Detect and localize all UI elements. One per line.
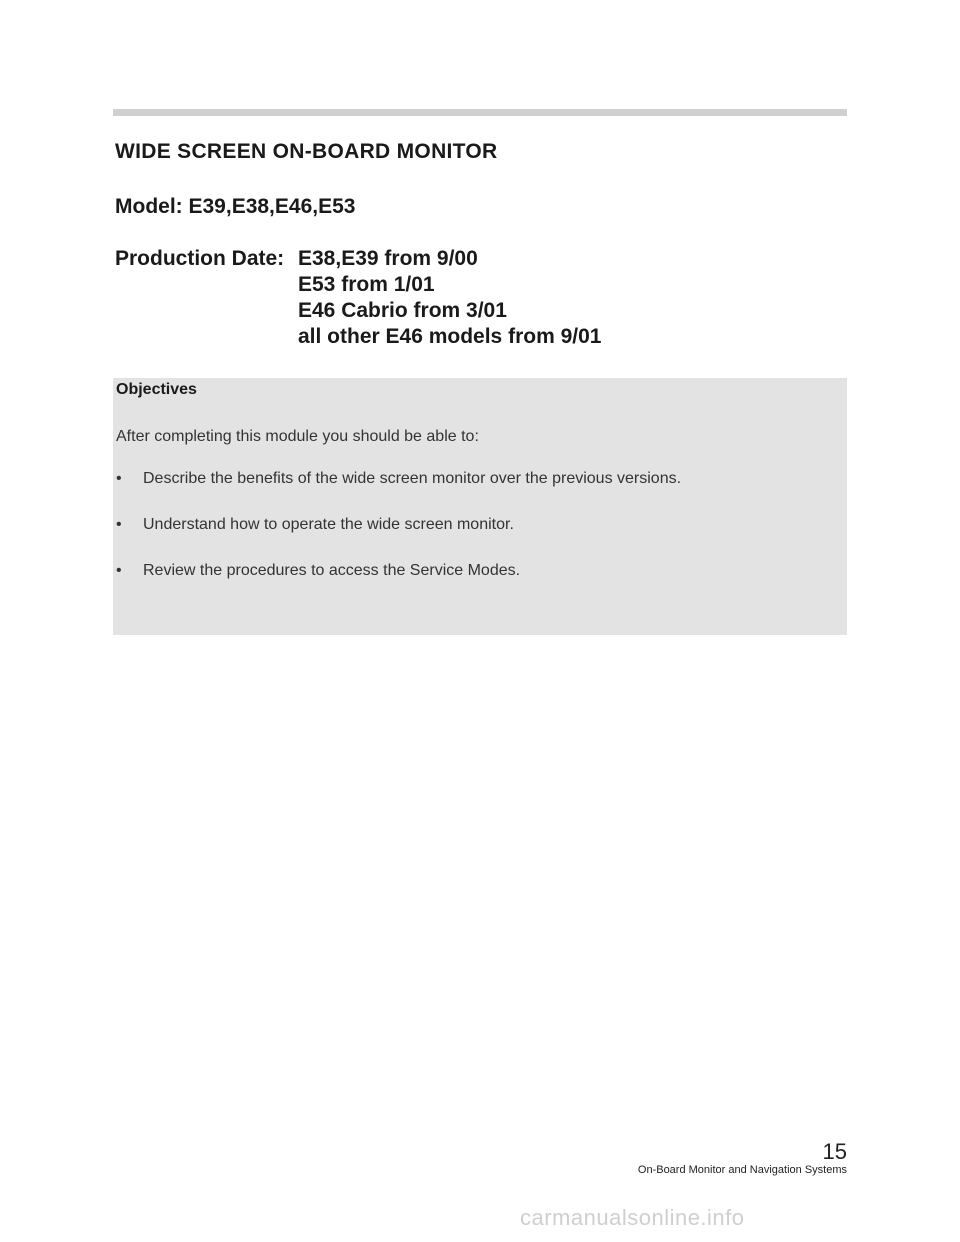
watermark: carmanualsonline.info [520,1205,745,1230]
production-date-list [298,246,601,350]
objective-text: Review the procedures to access the Service Modes. [143,562,521,579]
production-date-line: E53 from 1/01 [298,273,435,296]
footer-title: On-Board Monitor and Navigation Systems [637,1164,847,1176]
objectives-title: Objectives [116,381,197,398]
production-date-line: E38,E39 from 9/00 [298,247,478,270]
production-date-label: Production Date: [115,247,285,270]
objectives-panel [113,378,847,635]
production-date-line: E46 Cabrio from 3/01 [298,299,507,322]
objective-text: Describe the benefits of the wide screen monitor over the previous versions. [143,470,682,487]
bullet-icon: • [116,470,122,487]
production-date-line: all other E46 models from 9/01 [298,325,602,348]
bullet-icon: • [116,562,122,579]
objectives-intro: After completing this module you should be able to: [116,428,479,445]
top-divider [113,109,847,116]
objective-text: Understand how to operate the wide screen monitor. [143,516,514,533]
page-heading: WIDE SCREEN ON-BOARD MONITOR [115,140,498,163]
model-line: Model: E39,E38,E46,E53 [115,195,356,218]
bullet-icon: • [116,516,122,533]
page-number: 15 [822,1139,847,1164]
